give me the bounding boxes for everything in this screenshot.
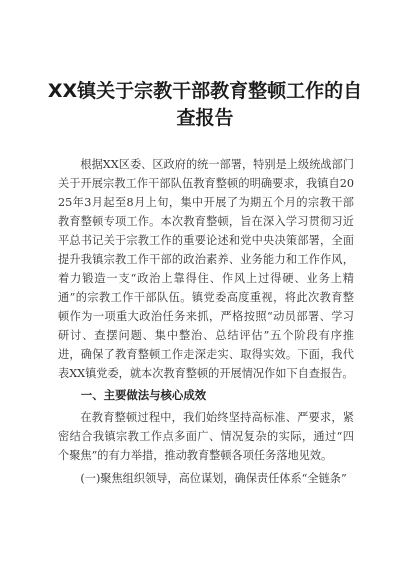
section-heading: 一、主要做法与核心成效: [80, 388, 207, 402]
document-body: [58, 155, 354, 488]
intro-paragraph: 根据XX区委、区政府的统一部署，特别是上级统战部门关于开展宗教工作干部队伍教育整顿的明确要求，我镇自2025年3月起至8月上旬，集中开展了为期五个月的宗教干部教育整顿专项工作。本次教育整顿，旨在深入学习贯彻习近平总书记关于宗教工作的重要论述和党中央决策部署，全面提升我镇宗教工作干部的政治素养、业务能力和工作作风，着力锻造一支“政治上靠得住、作风上过得硬、业务上精通”的宗教工作干部队伍。镇党委高度重视，将此次教育整顿作为一项重大政治任务来抓，严格按照“动员部署、学习研讨、查摆问题、集中整治、总结评估”五个阶段有序推进，确保了教育整顿工作走深走实、取得实效。下面，我代表XX镇党委，就本次教育整顿的开展情况作如下自查报告。: [58, 158, 354, 380]
document-title: XX镇关于宗教干部教育整顿工作的自查报告: [47, 80, 363, 129]
subsection-heading: (一)聚焦组织领导，高位谋划，确保责任体系“全链条”: [80, 472, 347, 485]
section-paragraph: 在教育整顿过程中，我们始终坚持高标准、严要求，紧密结合我镇宗教工作点多面广、情况复杂的实际，通过“四个聚焦”的有力举措，推动教育整顿各项任务落地见效。: [58, 411, 354, 462]
